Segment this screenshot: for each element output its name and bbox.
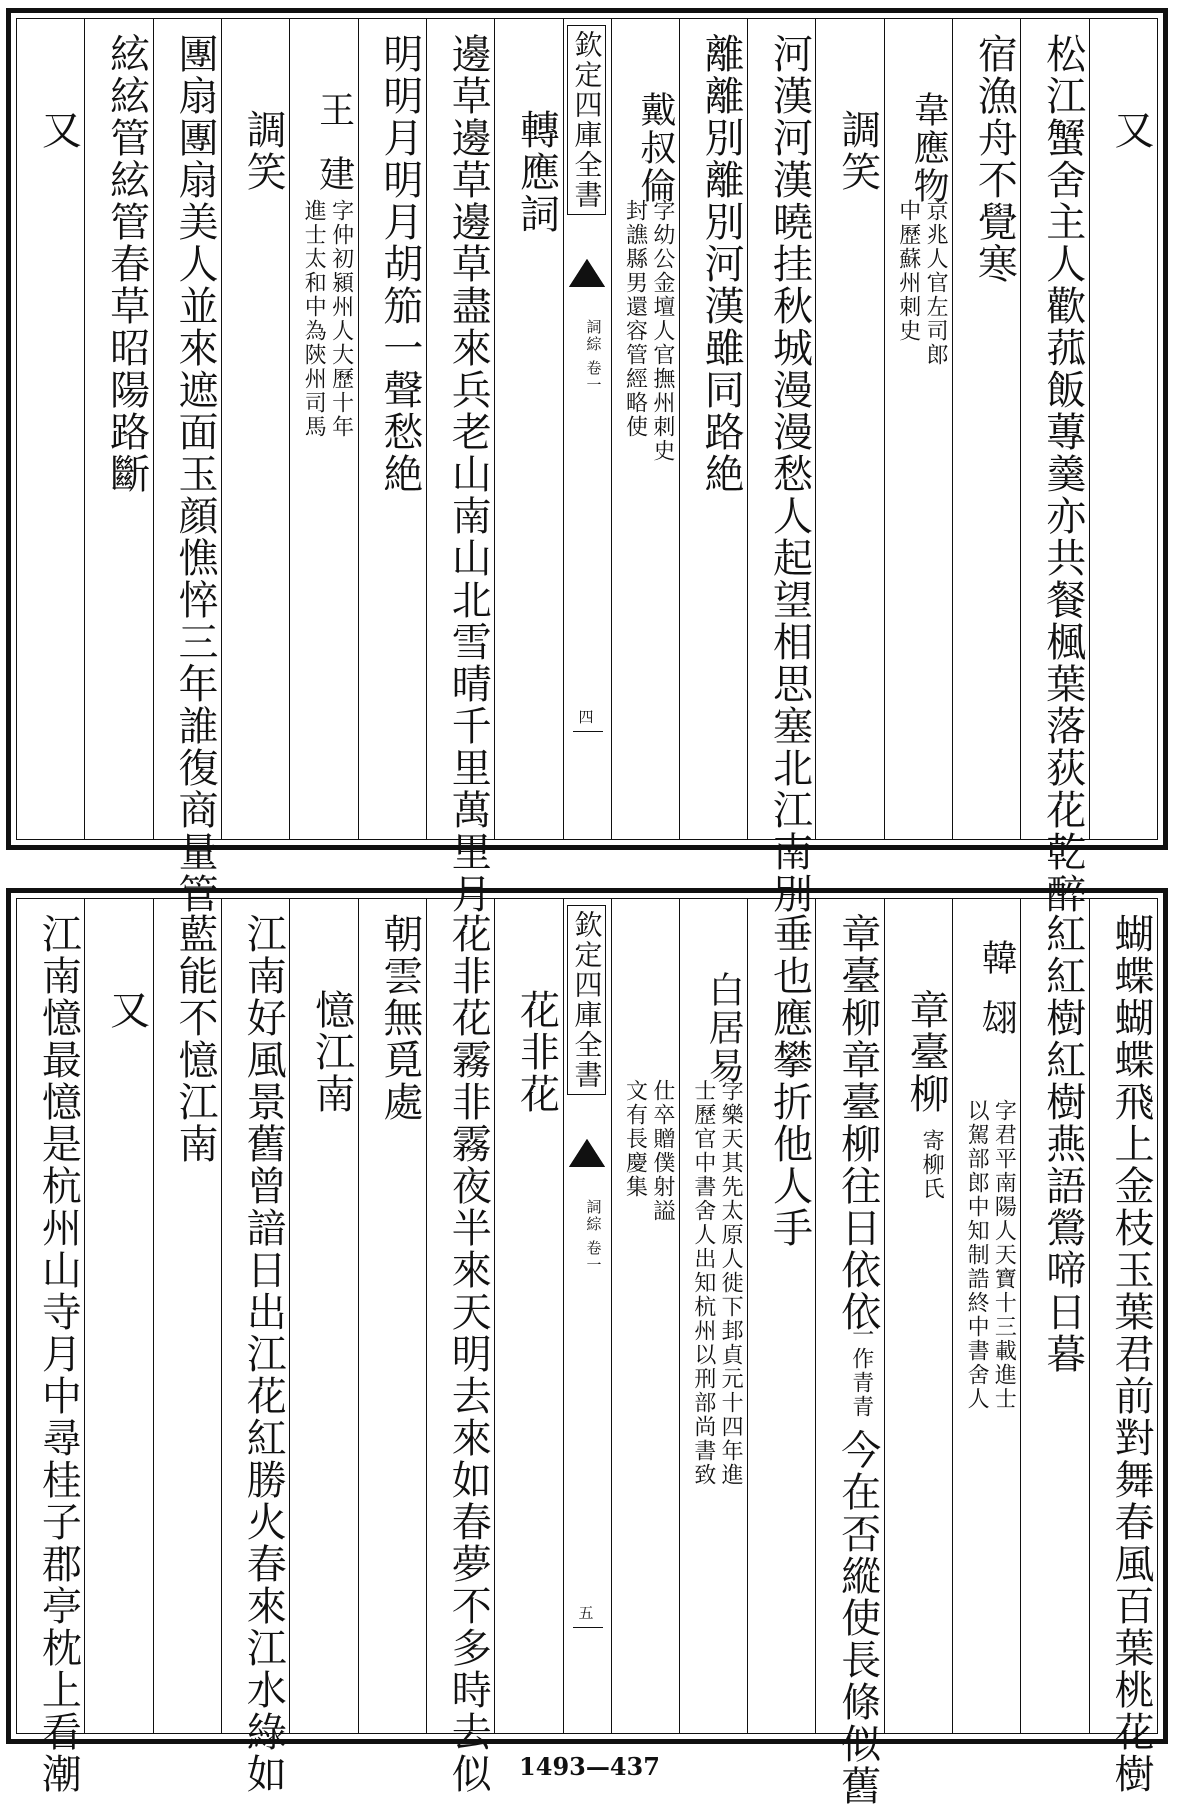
lyric-line: 絃絃管絃管春草昭陽路斷 (103, 33, 150, 495)
bottom-col-14 (153, 899, 221, 1733)
bottom-col-6 (747, 899, 815, 1733)
bottom-col-8 (611, 899, 679, 1733)
author-name: 白居易 (703, 971, 745, 1085)
author-note: 字幼公金壇人官撫州刺史 (649, 199, 675, 463)
fishtail-mark (569, 259, 605, 287)
lyric-line: 章臺柳章臺柳往日依依 (834, 913, 881, 1333)
top-col-3 (952, 19, 1020, 839)
lyric-line: 河漢河漢曉挂秋城漫漫愁人起望相思塞北江南別 (766, 33, 813, 915)
tune-subtitle: 寄柳氏 (919, 1129, 945, 1201)
top-col-9 (494, 19, 562, 839)
bottom-col-3 (952, 899, 1020, 1733)
top-page (6, 8, 1168, 915)
author-note: 字君平南陽人天寶十三載進士 (991, 1099, 1017, 1411)
catalog-number: 1493—437 (519, 1752, 660, 1781)
lyric-line: 團扇團扇美人並來遮面玉顔憔悴三年誰復商量管 (171, 33, 218, 915)
bottom-col-1 (1089, 899, 1157, 1795)
author-note: 進士太和中為陝州司馬 (301, 199, 327, 439)
lyric-line: 離離別離別河漢雖同路絶 (698, 33, 745, 495)
chapter-label: 詞綜 卷一 (584, 319, 603, 394)
top-col-6 (747, 19, 815, 915)
author-note: 封譙縣男還容管經略使 (622, 199, 648, 439)
author-name: 王建 (313, 91, 355, 219)
top-center-column (563, 19, 611, 839)
lyric-line: 松江蟹舍主人歡菰飯蓴羹亦共餐楓葉落荻花乾醉 (1039, 33, 1086, 915)
page-number: 五 (576, 1605, 595, 1622)
top-col-8 (611, 19, 679, 839)
author-name: 戴叔倫 (634, 91, 676, 205)
top-col-14 (153, 19, 221, 915)
center-rule (573, 731, 603, 732)
author-name: 韓翃 (976, 939, 1018, 1059)
page-number: 四 (576, 709, 595, 726)
bottom-col-2 (1020, 899, 1088, 1733)
lyric-line: 宿漁舟不覺寒 (971, 33, 1018, 285)
book-title: 欽定四庫全書 (567, 905, 606, 1095)
bottom-col-11 (358, 899, 426, 1733)
repeat-marker: 又 (35, 109, 82, 151)
lyric-line: 邊草邊草邊草盡來兵老山南山北雪晴千里萬里月 (445, 33, 492, 915)
author-note: 京兆人官左司郎 (923, 199, 949, 367)
tune-title: 章臺柳 (903, 989, 950, 1115)
lyric-line: 花非花霧非霧夜半來天明去來如春夢不多時去似 (445, 913, 492, 1795)
repeat-marker: 又 (103, 989, 150, 1031)
bottom-col-4 (884, 899, 952, 1733)
top-col-11 (358, 19, 426, 839)
top-col-10 (426, 19, 494, 915)
author-note: 士歷官中書舍人出知杭州以刑部尚書致 (690, 1079, 716, 1487)
lyric-line: 江南憶最憶是杭州山寺月中尋桂子郡亭枕上看潮 (35, 913, 82, 1795)
top-col-1 (1089, 19, 1157, 839)
author-note: 仕卒贈僕射謚 (649, 1079, 675, 1223)
tune-title: 調笑 (240, 109, 287, 193)
author-note: 字仲初潁州人大歷十年 (328, 199, 354, 439)
lyric-line: 藍能不憶江南 (171, 913, 218, 1165)
bottom-col-12 (289, 899, 357, 1733)
top-col-2 (1020, 19, 1088, 915)
tune-title: 調笑 (834, 109, 881, 193)
variant-note: 一作青青 (848, 1323, 874, 1419)
repeat-marker: 又 (1108, 109, 1154, 151)
chapter-label: 詞綜 卷一 (584, 1199, 603, 1274)
fishtail-mark (569, 1139, 605, 1167)
bottom-col-10 (426, 899, 494, 1795)
lyric-line: 明明月明月胡笳一聲愁絶 (376, 33, 423, 495)
book-title: 欽定四庫全書 (567, 25, 606, 215)
lyric-line: 今在否縱使長條似舊 (834, 1429, 881, 1807)
bottom-center-column (563, 899, 611, 1733)
author-note: 以駕部郎中知制誥終中書舍人 (964, 1099, 990, 1411)
top-col-4 (884, 19, 952, 839)
author-note: 文有長慶集 (622, 1079, 648, 1199)
bottom-col-13 (221, 899, 289, 1795)
top-col-7 (679, 19, 747, 839)
bottom-col-5 (815, 899, 883, 1807)
bottom-col-9 (494, 899, 562, 1733)
center-rule (573, 1627, 603, 1628)
top-col-16 (17, 19, 84, 839)
top-col-13 (221, 19, 289, 839)
top-col-5 (815, 19, 883, 839)
lyric-line: 江南好風景舊曾諳日出江花紅勝火春來江水綠如 (240, 913, 287, 1795)
top-col-12 (289, 19, 357, 839)
author-name: 韋應物 (908, 91, 950, 205)
tune-title: 轉應詞 (513, 109, 560, 235)
lyric-line: 朝雲無覓處 (376, 913, 423, 1123)
author-note: 中歷蘇州刺史 (895, 199, 921, 343)
lyric-line: 蝴蝶蝴蝶飛上金枝玉葉君前對舞春風百葉桃花樹 (1108, 913, 1154, 1795)
bottom-col-7 (679, 899, 747, 1733)
tune-title: 憶江南 (308, 989, 355, 1115)
lyric-line: 紅紅樹紅樹燕語鶯啼日暮 (1039, 913, 1086, 1375)
top-col-15 (84, 19, 152, 839)
lyric-line: 垂也應攀折他人手 (766, 913, 813, 1249)
tune-title: 花非花 (513, 989, 560, 1115)
bottom-col-16 (17, 899, 84, 1795)
bottom-col-15 (84, 899, 152, 1733)
author-note: 字樂天其先太原人徙下邽貞元十四年進 (718, 1079, 744, 1487)
